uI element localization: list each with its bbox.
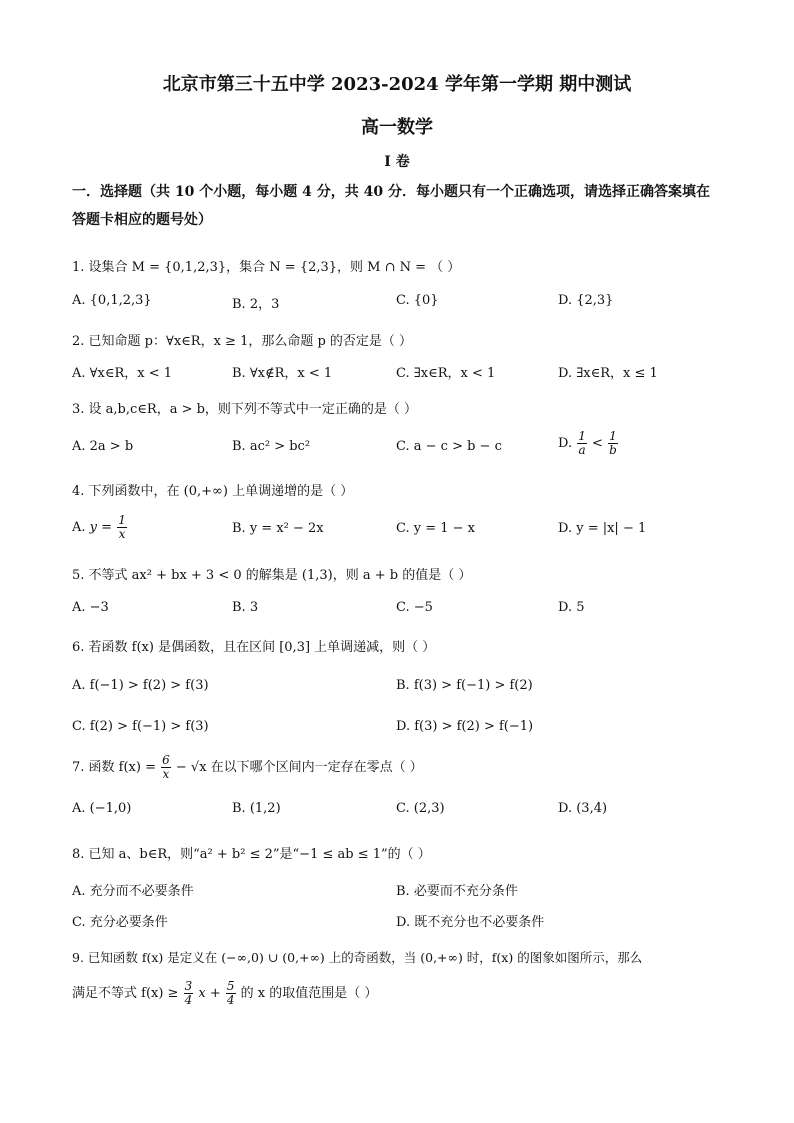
question-3-option-a: A. 2a > b [72,439,134,454]
question-2-stem: 2. 已知命题 p：∀x∈R，x ≥ 1，那么命题 p 的否定是（ ） [72,334,413,349]
question-8-option-c: C. 充分必要条件 [72,915,168,930]
question-2-option-a: A. ∀x∈R，x < 1 [72,366,173,381]
question-5-option-d: D. 5 [558,600,585,615]
question-9-stem-line-2: 满足不等式 f(x) ≥ $\frac{3}{4}$ x + $\frac{5}{4}$ 的 x 的取值范围是（ ） [72,979,378,1007]
question-3-option-b: B. ac² > bc² [232,439,311,454]
question-8-option-d: D. 既不充分也不必要条件 [396,915,545,930]
fraction-6-over-x: $\frac{6}{x}$ [162,753,170,781]
question-1-option-d: D. {2,3} [558,293,614,308]
fraction-1-over-x: $\frac{1}{x}$ [118,513,126,541]
question-4-option-a: A. y = $\frac{1}{x}$ [72,513,126,541]
exam-subject: 高一数学 [361,117,433,138]
question-6-stem: 6. 若函数 f(x) 是偶函数，且在区间 [0,3] 上单调递减，则（ ） [72,640,436,655]
fraction-3-over-4: $\frac{3}{4}$ [184,979,193,1007]
question-3-option-d: D. $\frac{1}{a}$ < $\frac{1}{b}$ [558,429,617,457]
question-5-stem: 5. 不等式 ax² + bx + 3 < 0 的解集是 (1,3)，则 a + b 的值是（ ） [72,568,472,583]
question-3-option-c: C. a − c > b − c [396,439,502,454]
question-4-option-c: C. y = 1 − x [396,521,476,536]
question-4-option-d: D. y = |x| − 1 [558,521,647,536]
question-4-option-b: B. y = x² − 2x [232,521,324,536]
question-6-option-b: B. f(3) > f(−1) > f(2) [396,678,533,693]
question-9-stem: 9. 已知函数 f(x) 是定义在 (−∞,0) ∪ (0,+∞) 上的奇函数，当 (0,+∞) 时，f(x) 的图象如图所示，那么 [72,950,643,965]
question-6-option-c: C. f(2) > f(−1) > f(3) [72,719,209,734]
question-7-option-b: B. (1,2) [232,801,281,816]
exam-volume: I 卷 [384,154,410,170]
fraction-1-over-b: $\frac{1}{b}$ [609,429,617,457]
question-1-option-c: C. {0} [396,293,439,308]
question-2-option-b: B. ∀x∉R，x < 1 [232,366,333,381]
fraction-1-over-a: $\frac{1}{a}$ [578,429,586,457]
fraction-5-over-4: $\frac{5}{4}$ [226,979,235,1007]
question-7-option-c: C. (2,3) [396,801,445,816]
question-2-option-c: C. ∃x∈R，x < 1 [396,366,496,381]
question-5-option-c: C. −5 [396,600,433,615]
question-8-option-a: A. 充分而不必要条件 [72,884,194,899]
exam-title: 北京市第三十五中学 2023-2024 学年第一学期 期中测试 [162,74,632,95]
question-1-option-b: B. 2，3 [232,297,280,312]
question-4-stem: 4. 下列函数中，在 (0,+∞) 上单调递增的是（ ） [72,484,354,499]
question-6-option-a: A. f(−1) > f(2) > f(3) [72,678,209,693]
question-7-option-a: A. (−1,0) [72,801,132,816]
question-7-option-d: D. (3,4) [558,801,608,816]
question-8-stem: 8. 已知 a、b∈R，则“a² + b² ≤ 2”是“−1 ≤ ab ≤ 1”的（ ） [72,847,431,862]
question-2-option-d: D. ∃x∈R，x ≤ 1 [558,366,658,381]
question-5-option-a: A. −3 [72,600,109,615]
question-1-option-a: A. {0,1,2,3} [72,293,152,308]
question-5-option-b: B. 3 [232,600,259,615]
question-7-stem: 7. 函数 f(x) = $\frac{6}{x}$ − √x 在以下哪个区间内一定存在零点（ ） [72,753,423,781]
question-8-option-b: B. 必要而不充分条件 [396,884,518,899]
question-3-option-d-label: D. [558,436,573,451]
section-heading: 一．选择题（共 10 个小题，每小题 4 分，共 40 分．每小题只有一个正确选项，请选择正确答案填在答题卡相应的题号处） [72,184,710,228]
question-6-option-d: D. f(3) > f(2) > f(−1) [396,719,534,734]
question-3-stem: 3. 设 a,b,c∈R，a > b，则下列不等式中一定正确的是（ ） [72,402,418,417]
question-1-stem: 1. 设集合 M = {0,1,2,3}，集合 N = {2,3}，则 M ∩ N = （ ） [72,260,461,275]
